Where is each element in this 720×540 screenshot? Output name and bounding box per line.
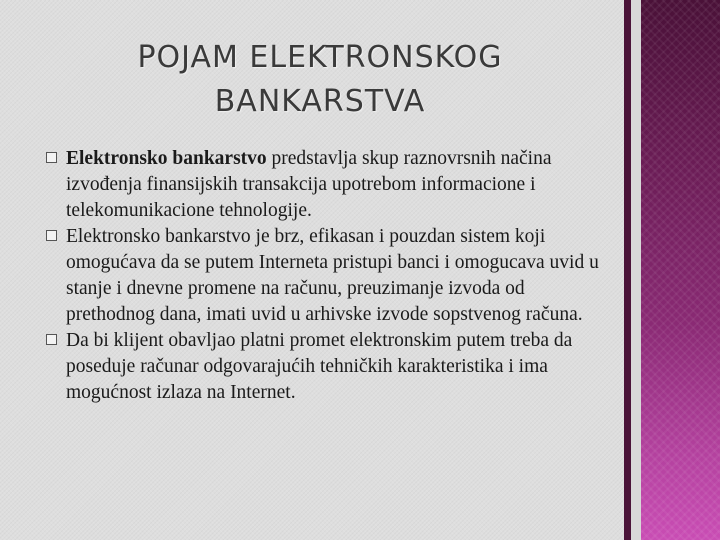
bullet-item-3 <box>46 328 606 406</box>
slide-title <box>60 36 580 124</box>
bullet-item-2 <box>46 224 606 328</box>
title-line-1: POJAM ELEKTRONSKOG <box>137 40 503 75</box>
square-bullet-icon <box>46 230 57 241</box>
bullet-1-bold-text: Elektronsko bankarstvo <box>66 148 267 169</box>
side-decorative-band <box>641 0 720 540</box>
square-bullet-icon <box>46 152 57 163</box>
side-stripe-gap <box>631 0 641 540</box>
title-line-2: BANKARSTVA <box>214 84 426 119</box>
side-stripe <box>624 0 631 540</box>
bullet-item-1 <box>46 146 606 224</box>
bullet-list <box>46 146 606 406</box>
bullet-1-text: predstavlja skup raznovrsnih načina izvođenja finansijskih transakcija upotrebom informacione i telekomunikacione tehnologije. <box>66 148 552 221</box>
bullet-3-text: Da bi klijent obavljao platni promet elektronskim putem treba da poseduje računar odgovarajućih tehničkih karakteristika i ima mogućnost izlaza na Internet. <box>66 330 573 403</box>
square-bullet-icon <box>46 334 57 345</box>
bullet-2-text: Elektronsko bankarstvo je brz, efikasan i pouzdan sistem koji omogućava da se putem Interneta pristupi banci i omogucava uvid u stanje i dnevne promene na računu, preuzimanje izvoda od prethodnog dana, imati uvid u arhivske izvode sopstvenog računa. <box>66 226 599 325</box>
